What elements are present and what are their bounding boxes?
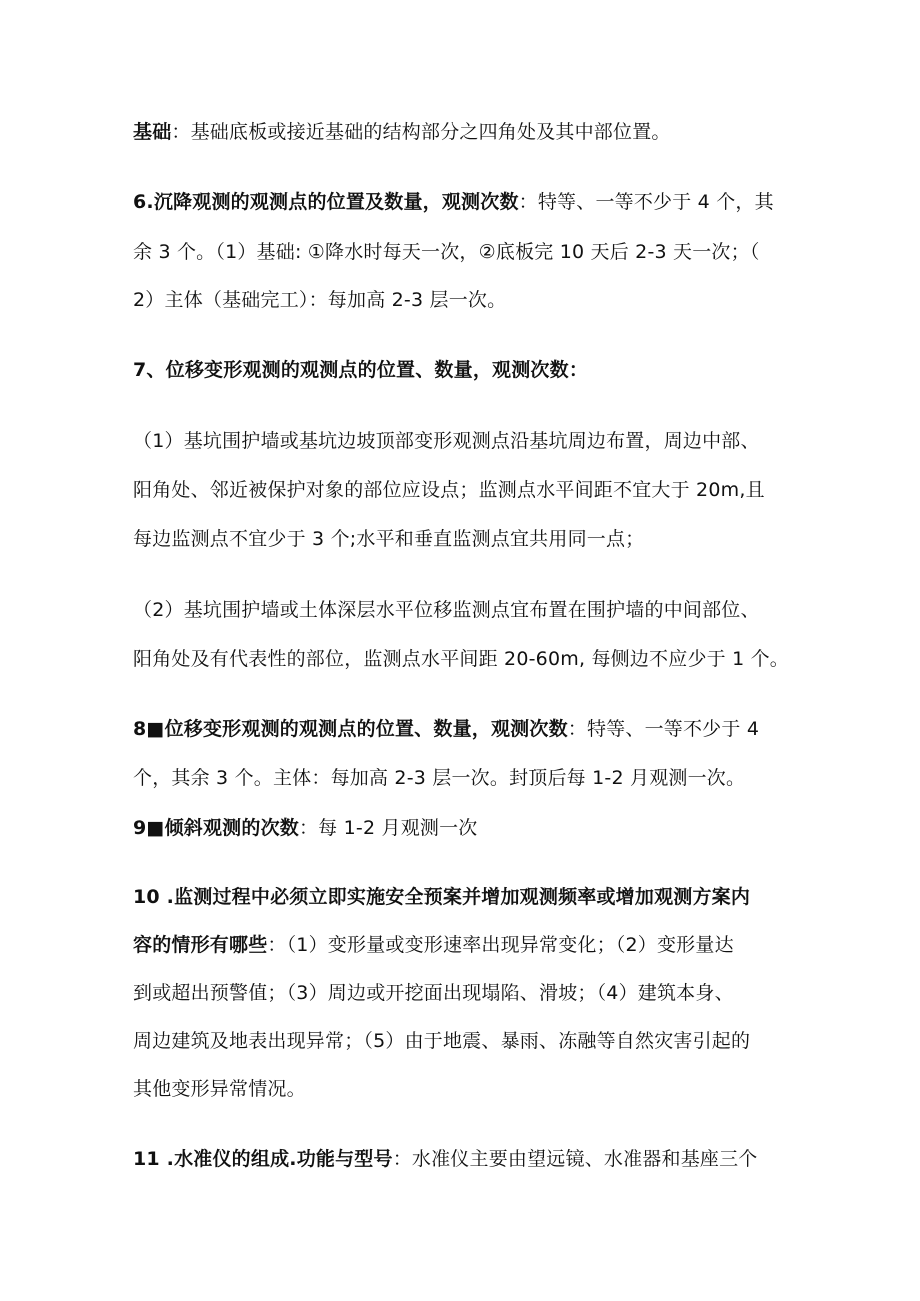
para-8-heading: 8■位移变形观测的观测点的位置、数量，观测次数	[133, 718, 568, 740]
para-foundation-heading: 基础	[133, 121, 172, 143]
para-6-line-2: 余 3 个。（1）基础: ①降水时每天一次，②底板完 10 天后 2-3 天一次；（	[133, 241, 760, 263]
para-10-line-5: 其他变形异常情况。	[133, 1078, 306, 1100]
para-6-text-1: ：特等、一等不少于 4 个，其	[518, 191, 774, 213]
para-10-heading-1: 10 .监测过程中必须立即实施安全预案并增加观测频率或增加观测方案内	[133, 886, 751, 908]
para-10-line-3: 到或超出预警值；（3）周边或开挖面出现塌陷、滑坡；（4）建筑本身、	[133, 982, 734, 1004]
para-7b-line-2: 阳角处及有代表性的部位，监测点水平间距 20-60m, 每侧边不应少于 1 个。	[133, 648, 790, 670]
para-11-line-1	[133, 1145, 803, 1173]
para-9-heading: 9■倾斜观测的次数	[133, 817, 299, 839]
para-10-line-4: 周边建筑及地表出现异常；（5）由于地震、暴雨、冻融等自然灾害引起的	[133, 1030, 751, 1052]
para-6-line-3: 2）主体（基础完工）：每加高 2-3 层一次。	[133, 289, 507, 311]
para-11-text: ：水准仪主要由望远镜、水准器和基座三个	[392, 1148, 758, 1170]
para-8-line-2: 个，其余 3 个。主体：每加高 2-3 层一次。封顶后每 1-2 月观测一次。	[133, 767, 746, 789]
para-10-text-2: ：（1）变形量或变形速率出现异常变化；（2）变形量达	[267, 934, 734, 956]
para-7-heading: 7、位移变形观测的观测点的位置、数量，观测次数：	[133, 359, 589, 381]
para-6-line-1	[133, 188, 803, 216]
para-10-line-2	[133, 931, 803, 959]
para-7a-line-3: 每边监测点不宜少于 3 个;水平和垂直监测点宜共用同一点；	[133, 528, 645, 550]
para-10-line-1	[133, 883, 803, 911]
para-7-line-1	[133, 356, 803, 384]
para-11-heading: 11 .水准仪的组成.功能与型号	[133, 1148, 393, 1170]
para-7a-line-2: 阳角处、邻近被保护对象的部位应设点；监测点水平间距不宜大于 20m,且	[133, 479, 765, 501]
para-7a-line-1: （1）基坑围护墙或基坑边坡顶部变形观测点沿基坑周边布置，周边中部、	[133, 430, 760, 452]
para-foundation-line-1	[133, 118, 803, 146]
para-9-line-1	[133, 814, 803, 842]
para-6-heading: 6.沉降观测的观测点的位置及数量，观测次数	[133, 191, 519, 213]
para-foundation-text: ：基础底板或接近基础的结构部分之四角处及其中部位置。	[171, 121, 671, 143]
para-9-text: ：每 1-2 月观测一次	[298, 817, 478, 839]
para-7b-line-1: （2）基坑围护墙或土体深层水平位移监测点宜布置在围护墙的中间部位、	[133, 599, 760, 621]
para-8-text-1: ：特等、一等不少于 4	[567, 718, 760, 740]
para-8-line-1	[133, 715, 803, 743]
para-10-heading-2: 容的情形有哪些	[133, 934, 268, 956]
